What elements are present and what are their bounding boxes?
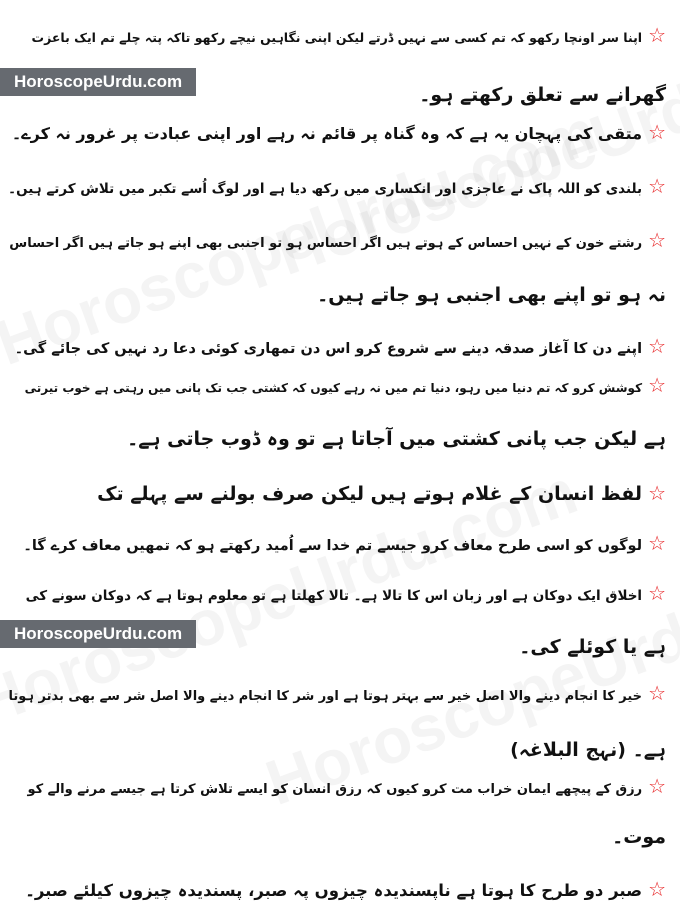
quote-text: گھرانے سے تعلق رکھتے ہو۔: [419, 84, 666, 106]
site-badge: HoroscopeUrdu.com: [0, 68, 196, 96]
quote-text: کوشش کرو کہ تم دنیا میں رہو، دنیا تم میں نہ رہے کیوں کہ کشتی جب تک پانی میں رہتی ہے خوب تیرتی: [24, 381, 643, 395]
quote-text: ہے۔ (نہج البلاغہ): [510, 739, 666, 761]
quote-text: ہے لیکن جب پانی کشتی میں آجاتا ہے تو وہ ڈوب جاتی ہے۔: [127, 428, 666, 450]
star-icon: ☆: [648, 23, 666, 47]
star-icon: ☆: [648, 120, 666, 144]
quote-text: لوگوں کو اسی طرح معاف کرو جیسے تم خدا سے اُمید رکھتے ہو کہ تمھیں معاف کرے گا۔: [23, 538, 643, 554]
star-icon: ☆: [648, 877, 666, 901]
quote-line: [8, 171, 666, 204]
star-icon: ☆: [648, 373, 666, 397]
star-icon: ☆: [648, 174, 666, 198]
quote-line: [8, 678, 666, 712]
site-badge: HoroscopeUrdu.com: [0, 620, 196, 648]
quote-text: اپنے دن کا آغاز صدقہ دینے سے شروع کرو اس دن تمھاری کوئی دعا رد نہیں کی جائے گی۔: [14, 341, 643, 357]
star-icon: ☆: [648, 531, 666, 555]
star-icon: ☆: [648, 581, 666, 605]
star-icon: ☆: [648, 774, 666, 798]
quote-line: [8, 370, 666, 403]
quote-line: [8, 424, 666, 454]
quote-line: [8, 578, 666, 611]
quote-text: موت۔: [612, 826, 666, 848]
star-icon: ☆: [648, 481, 666, 505]
quote-line: [8, 528, 666, 561]
quote-text: رزق کے پیچھے ایمان خراب مت کرو کیوں کہ رزق انسان کو ایسے تلاش کرتا ہے جیسے مرنے والے کو: [27, 782, 643, 797]
quote-text: اخلاق ایک دوکان ہے اور زبان اس کا تالا ہے۔ تالا کھلتا ہے تو معلوم ہوتا ہے کہ دوکان سونے کی: [25, 588, 643, 604]
quote-text: خیر کا انجام دینے والا اصل خیر سے بہتر ہوتا ہے اور شر کا انجام دینے والا اصل شر سے بھی بدتر ہوتا: [8, 689, 643, 704]
quote-text: بلندی کو اللہ پاک نے عاجزی اور انکساری میں رکھ دیا ہے اور لوگ اُسے تکبر میں تلاش کرتے ہیں۔: [8, 181, 643, 197]
quote-text: صبر دو طرح کا ہوتا ہے ناپسندیدہ چیزوں پہ صبر، پسندیدہ چیزوں کیلئے صبر۔: [25, 881, 643, 900]
quote-line: [8, 478, 666, 509]
quote-text: اپنا سر اونچا رکھو کہ تم کسی سے نہیں ڈرتے لیکن اپنی نگاہیں نیچے رکھو تاکہ پتہ چلے تم ایک باعزت: [31, 30, 643, 45]
quote-text: رشتے خون کے نہیں احساس کے ہوتے ہیں اگر احساس ہو تو اجنبی بھی اپنے ہو جاتے ہیں اگر احساس: [9, 236, 643, 251]
quote-line: [8, 822, 666, 852]
quote-text: نہ ہو تو اپنے بھی اجنبی ہو جاتے ہیں۔: [317, 284, 666, 306]
quote-text: لفظ انسان کے غلام ہوتے ہیں لیکن صرف بولنے سے پہلے تک: [97, 483, 643, 505]
quote-line: [8, 117, 666, 149]
quote-line: [8, 20, 666, 53]
quote-line: [8, 280, 666, 310]
quote-text: متقی کی پہچان یہ ہے کہ وہ گناہ پر قائم نہ رہے اور اپنی عبادت پر غرور نہ کرے۔: [11, 124, 643, 143]
star-icon: ☆: [648, 334, 666, 358]
quote-text: ہے یا کوئلے کی۔: [519, 636, 666, 658]
quote-line: [8, 874, 666, 906]
quote-line: [8, 771, 666, 805]
star-icon: ☆: [648, 228, 666, 252]
quote-line: [8, 225, 666, 259]
star-icon: ☆: [648, 681, 666, 705]
quote-line: [8, 331, 666, 364]
quote-line: [8, 735, 666, 765]
